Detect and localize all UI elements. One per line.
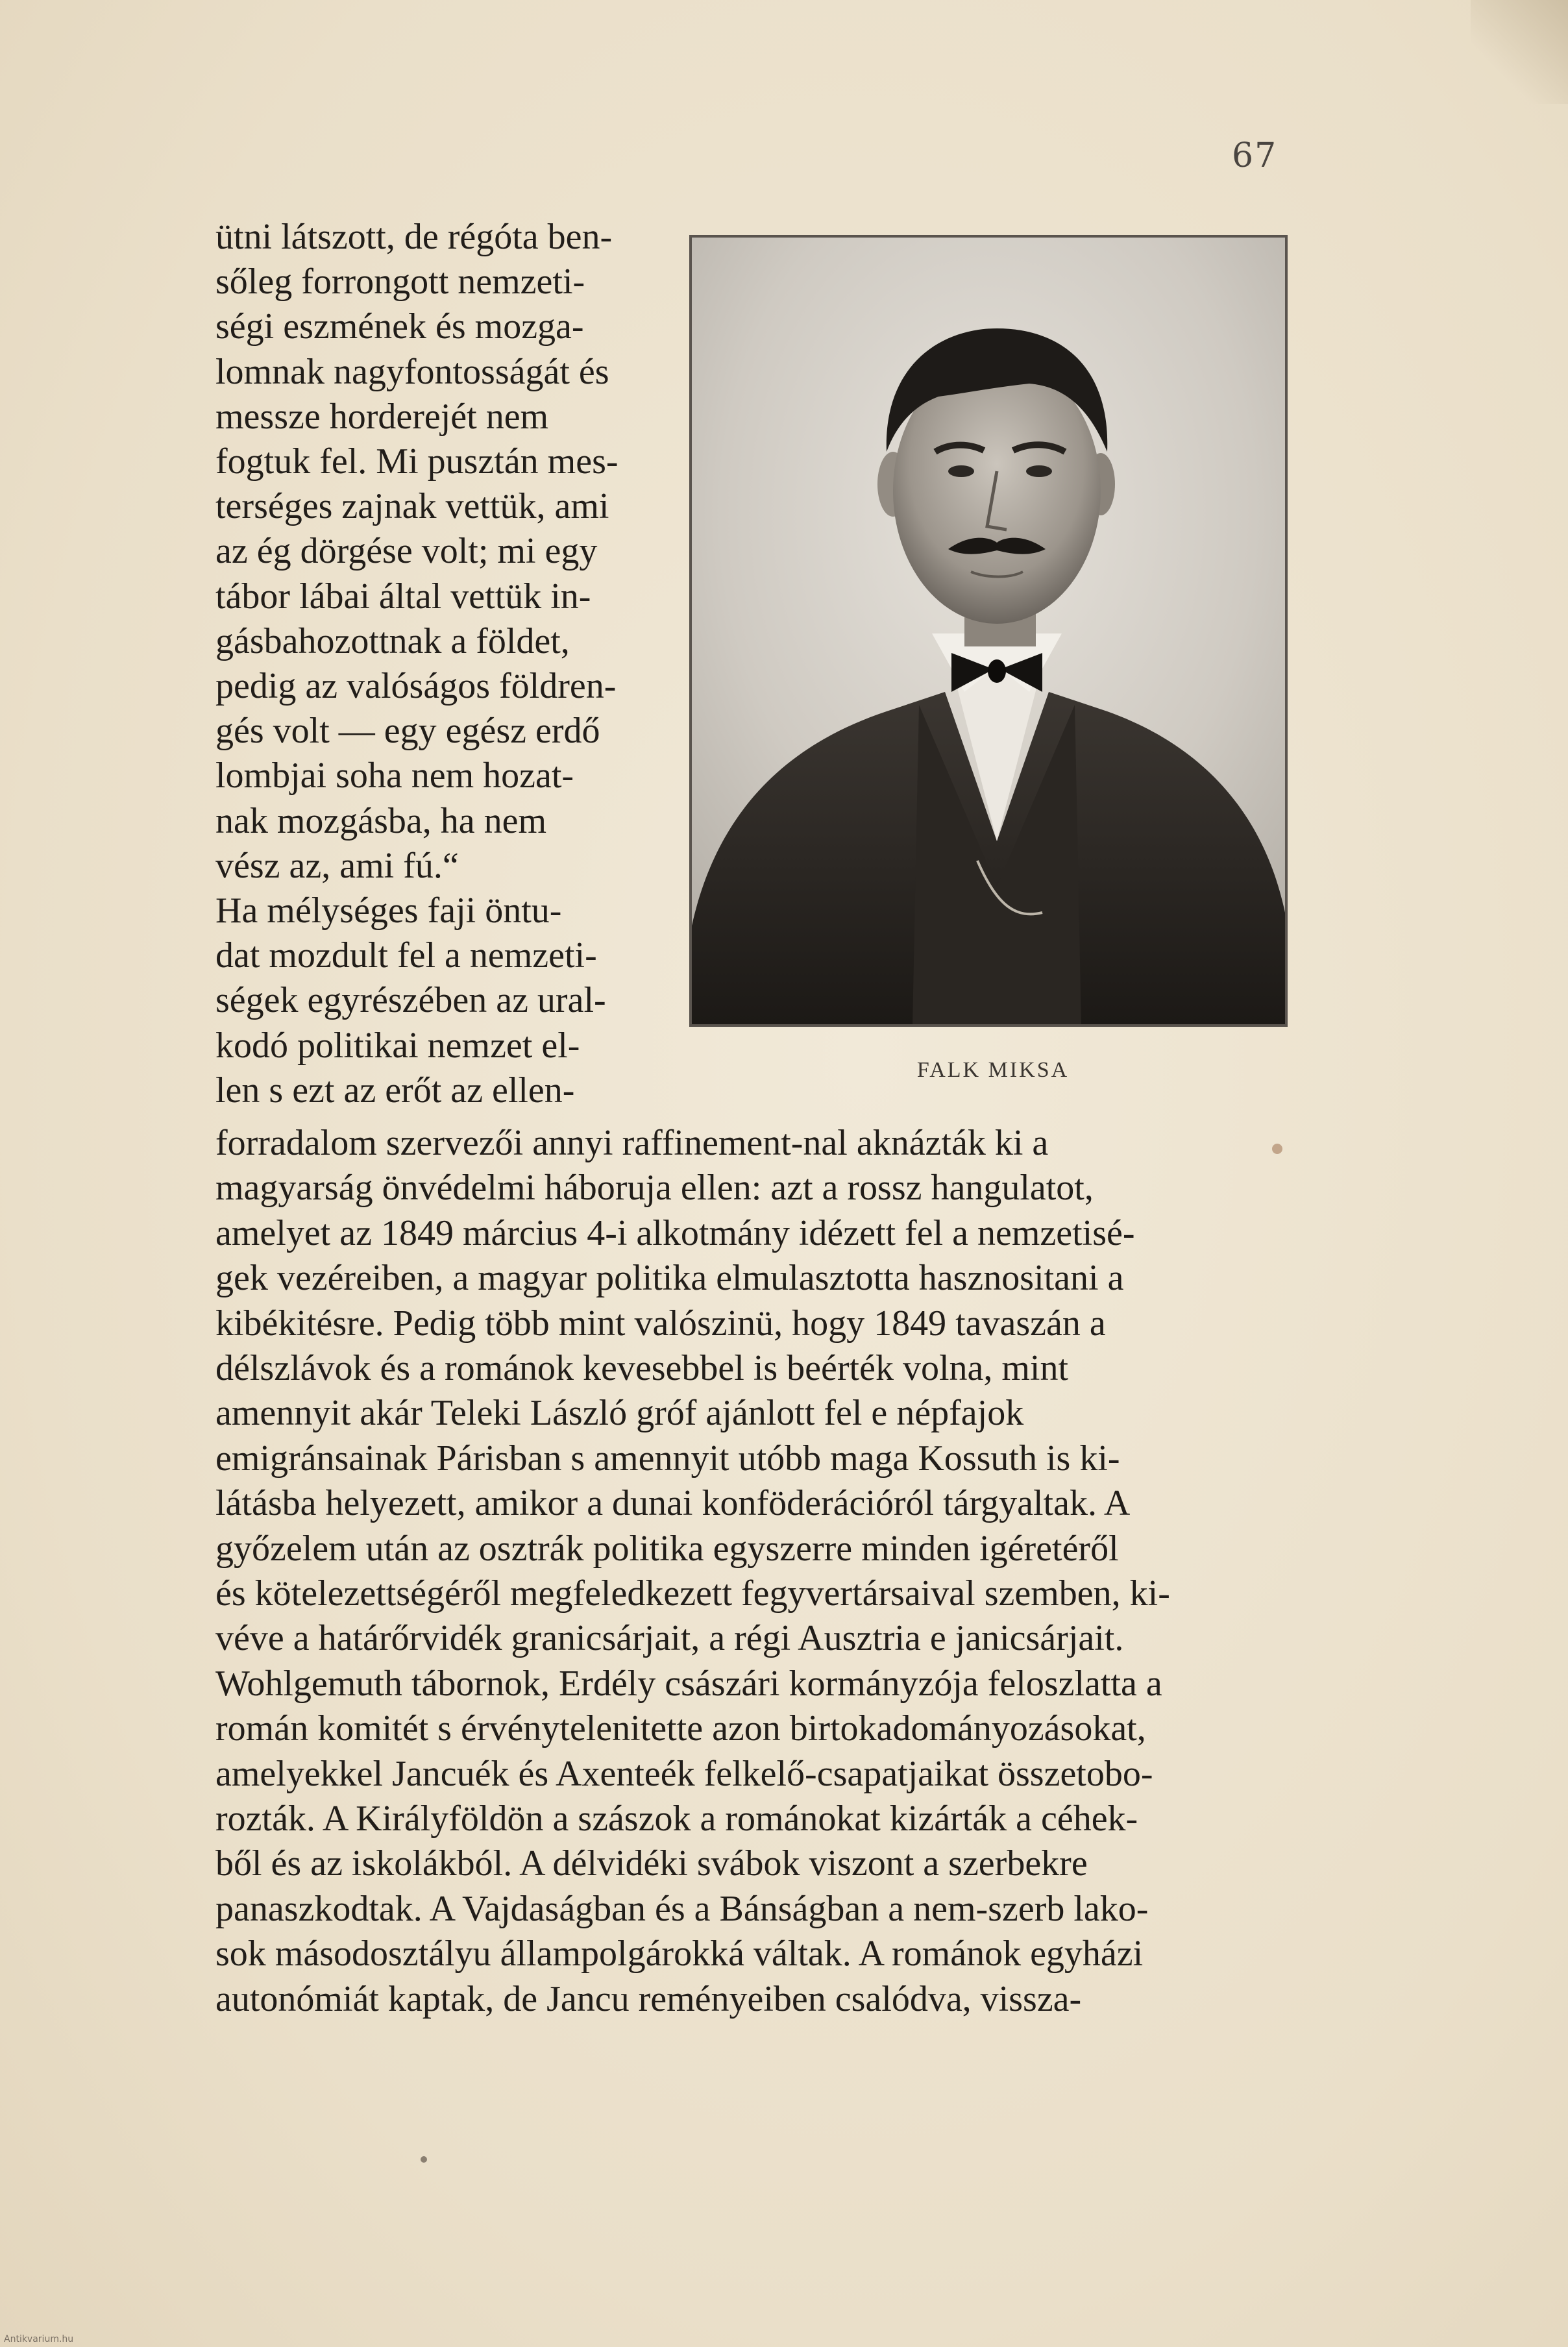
text-line: lomnak nagyfontosságát és (215, 351, 609, 392)
text-line: rozták. A Királyföldön a szászok a románokat kizárták a céhek- (215, 1799, 1138, 1839)
page-corner-shadow (1471, 0, 1568, 104)
text-line: és kötelezettségéről megfeledkezett fegyvertársaival szemben, ki- (215, 1573, 1170, 1614)
paper-stain (1272, 1144, 1282, 1154)
text-line: ségek egyrészében az ural- (215, 980, 606, 1021)
text-line: messze horderejét nem (215, 396, 549, 437)
paper-speck (421, 2156, 427, 2163)
text-line: kibékitésre. Pedig több mint valószinü, hogy 1849 tavaszán a (215, 1303, 1106, 1344)
text-line: terséges zajnak vettük, ami (215, 486, 609, 527)
text-line: az ég dörgése volt; mi egy (215, 531, 598, 572)
text-line: ségi eszmének és mozga- (215, 306, 584, 347)
text-line: fogtuk fel. Mi pusztán mes- (215, 441, 619, 482)
text-line: pedig az valóságos földren- (215, 666, 617, 706)
text-line: amennyit akár Teleki László gróf ajánlott fel e népfajok (215, 1393, 1024, 1434)
page-number: 67 (1232, 136, 1278, 175)
text-line: Ha mélységes faji öntu- (215, 891, 562, 931)
text-line: véve a határőrvidék granicsárjait, a régi Ausztria e janicsárjait. (215, 1618, 1124, 1659)
text-line: gásbahozottnak a földet, (215, 621, 570, 661)
text-line: dat mozdult fel a nemzeti- (215, 935, 597, 976)
text-line: kodó politikai nemzet el- (215, 1025, 580, 1066)
watermark: Antikvarium.hu (4, 2334, 74, 2344)
text-line: amelyet az 1849 március 4-i alkotmány idézett fel a nemzetisé- (215, 1212, 1135, 1253)
text-line: győzelem után az osztrák politika egyszerre minden igéretéről (215, 1528, 1119, 1569)
text-line: gés volt — egy egész erdő (215, 711, 600, 752)
text-line: nak mozgásba, ha nem (215, 800, 547, 841)
text-line: Wohlgemuth tábornok, Erdély császári kormányzója feloszlatta a (215, 1663, 1162, 1704)
text-line: ből és az iskolákból. A délvidéki svábok viszont a szerbekre (215, 1843, 1088, 1884)
text-line: délszlávok és a románok kevesebbel is beérték volna, mint (215, 1348, 1069, 1388)
text-line: vész az, ami fú.“ (215, 845, 459, 886)
text-line: lombjai soha nem hozat- (215, 756, 574, 796)
photo-caption: FALK MIKSA (916, 1058, 1070, 1082)
text-line: ütni látszott, de régóta ben- (215, 217, 613, 257)
text-line: tábor lábai által vettük in- (215, 576, 591, 617)
portrait-photo (689, 235, 1288, 1027)
text-line: emigránsainak Párisban s amennyit utóbb maga Kossuth is ki- (215, 1438, 1120, 1479)
text-line: sok másodosztályu állampolgárokká váltak. A románok egyházi (215, 1934, 1144, 1974)
text-line: magyarság önvédelmi háboruja ellen: azt a rossz hangulatot, (215, 1168, 1094, 1209)
text-line: amelyekkel Jancuék és Axenteék felkelő-csapatjaikat összetobo- (215, 1753, 1153, 1794)
text-line: forradalom szervezői annyi raffinement-nal aknázták ki a (215, 1123, 1049, 1163)
text-line: román komitét s érvénytelenitette azon birtokadományozásokat, (215, 1708, 1146, 1749)
text-line: len s ezt az erőt az ellen- (215, 1070, 575, 1111)
text-line: gek vezéreiben, a magyar politika elmulasztotta hasznositani a (215, 1258, 1124, 1299)
text-line: sőleg forrongott nemzeti- (215, 262, 585, 302)
portrait-illustration (692, 238, 1285, 1024)
text-line: látásba helyezett, amikor a dunai konföderációról tárgyaltak. A (215, 1483, 1131, 1524)
text-line: autonómiát kaptak, de Jancu reményeiben csalódva, vissza- (215, 1978, 1082, 2019)
text-line: panaszkodtak. A Vajdaságban és a Bánságban a nem-szerb lako- (215, 1888, 1149, 1929)
